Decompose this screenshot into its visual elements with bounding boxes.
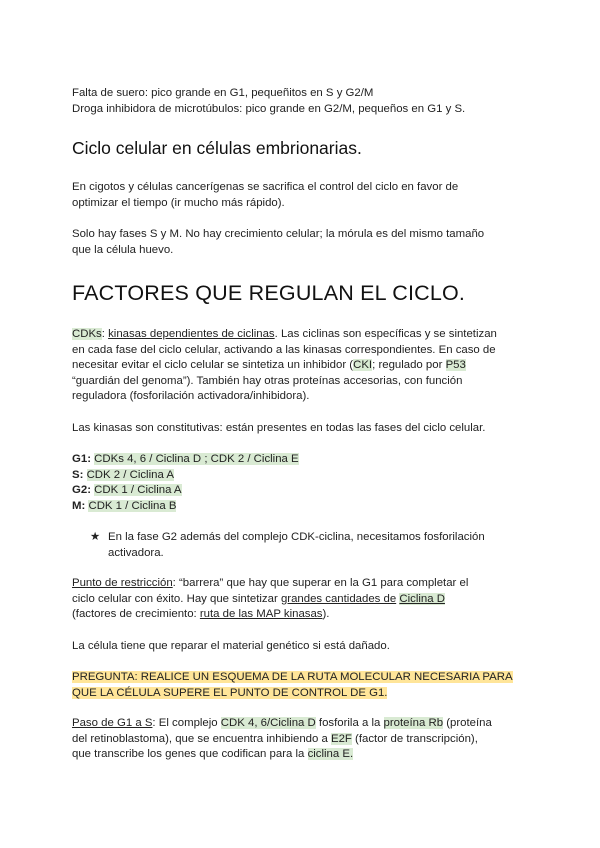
text: activadora. (108, 546, 164, 559)
text: (factores de crecimiento: (72, 608, 200, 621)
phase-value-s: CDK 2 / Ciclina A (86, 468, 174, 481)
text: ; regulado por (372, 359, 446, 372)
cdk-paragraph (72, 327, 534, 405)
text: (proteína (443, 717, 492, 729)
underline-g1-s: Paso de G1 a S (72, 717, 153, 729)
constitutive-paragraph: Las kinasas son constitutivas: están presentes en todas las fases del ciclo celular. (72, 422, 486, 434)
text: optimizar el tiempo (ir mucho más rápido). (72, 196, 285, 209)
phase-label-m: M: (72, 499, 86, 512)
text: reguladora (fosforilación activadora/inhibidora). (72, 390, 310, 403)
highlight-p53: P53 (445, 359, 466, 372)
highlight-cdk46: CDK 4, 6/Ciclina D (220, 717, 316, 729)
phase-value-m: CDK 1 / Ciclina B (88, 499, 177, 512)
text: del retinoblastoma), que se encuentra inhibiendo a (72, 732, 331, 745)
text: : “barrera” que hay que superar en la G1 para completar el (172, 577, 469, 589)
phase-label-g2: G2: (72, 484, 91, 497)
highlight-ciclina-d: Ciclina D (399, 592, 445, 605)
text: (factor de transcripción), (351, 732, 478, 745)
highlight-cdks: CDKs (72, 328, 102, 340)
phase-list (72, 452, 534, 514)
embryo-paragraph-1 (72, 180, 534, 211)
phase-value-g2: CDK 1 / Ciclina A (94, 484, 182, 497)
question-paragraph (72, 670, 534, 701)
repair-paragraph: La célula tiene que reparar el material genético si está dañado. (72, 640, 390, 652)
star-bullet-icon: ★ (90, 531, 101, 543)
phase-label-g1: G1: (72, 453, 91, 465)
underline-restriction: Punto de restricción (72, 577, 173, 589)
intro-line-2: Droga inhibidora de microtúbulos: pico grande en G2/M, pequeños en G1 y S. (72, 103, 466, 115)
text: en cada fase del ciclo celular, activando a las kinasas correspondientes. En caso de (72, 343, 496, 356)
text: ciclo celular con éxito. Hay que sintetizar (72, 592, 281, 605)
text: En la fase G2 además del complejo CDK-ciclina, necesitamos fosforilación (108, 531, 485, 543)
highlight-rb: proteína Rb (383, 717, 444, 729)
restriction-paragraph (72, 576, 534, 623)
text: “guardián del genoma”). También hay otras proteínas accesorias, con función (72, 374, 463, 387)
embryo-paragraph-2 (72, 227, 534, 258)
text: En cigotos y células cancerígenas se sacrifica el control del ciclo en favor de (72, 181, 459, 193)
phase-label-s: S: (72, 468, 84, 481)
text: que la célula huevo. (72, 243, 174, 256)
intro-line-1: Falta de suero: pico grande en G1, pequeñitos en S y G2/M (72, 87, 374, 99)
underline-kinasas: kinasas dependientes de ciclinas (108, 328, 275, 340)
text: Solo hay fases S y M. No hay crecimiento celular; la mórula es del mismo tamaño (72, 228, 485, 240)
question-line-2: QUE LA CÉLULA SUPERE EL PUNTO DE CONTROL DE G1. (72, 686, 388, 699)
g2-bullet-text (108, 530, 538, 561)
underline-map-kinasas: ruta de las MAP kinasas (199, 608, 323, 621)
highlight-cki: CKI (353, 359, 373, 372)
text: fosforila a la (315, 717, 384, 729)
highlight-e2f: E2F (331, 732, 352, 745)
text: ). (322, 608, 330, 621)
text: necesitar evitar el ciclo celular se sintetiza un inhibidor ( (72, 359, 354, 372)
text: . Las ciclinas son específicas y se sintetizan (274, 328, 497, 340)
highlight-ciclina-e: ciclina E. (307, 748, 354, 761)
question-line-1: PREGUNTA: REALICE UN ESQUEMA DE LA RUTA MOLECULAR NECESARIA PARA (72, 671, 513, 683)
phase-value-g1: CDKs 4, 6 / Ciclina D ; CDK 2 / Ciclina E (94, 453, 299, 465)
g1-s-paragraph (72, 716, 534, 763)
text: : (101, 328, 105, 340)
text: que transcribe los genes que codifican para la (72, 748, 308, 761)
underline-grandes: grandes cantidades de (280, 592, 397, 605)
text: : El complejo (152, 717, 221, 729)
factors-heading: FACTORES QUE REGULAN EL CICLO. (72, 281, 466, 305)
embryo-heading: Ciclo celular en células embrionarias. (72, 138, 362, 158)
